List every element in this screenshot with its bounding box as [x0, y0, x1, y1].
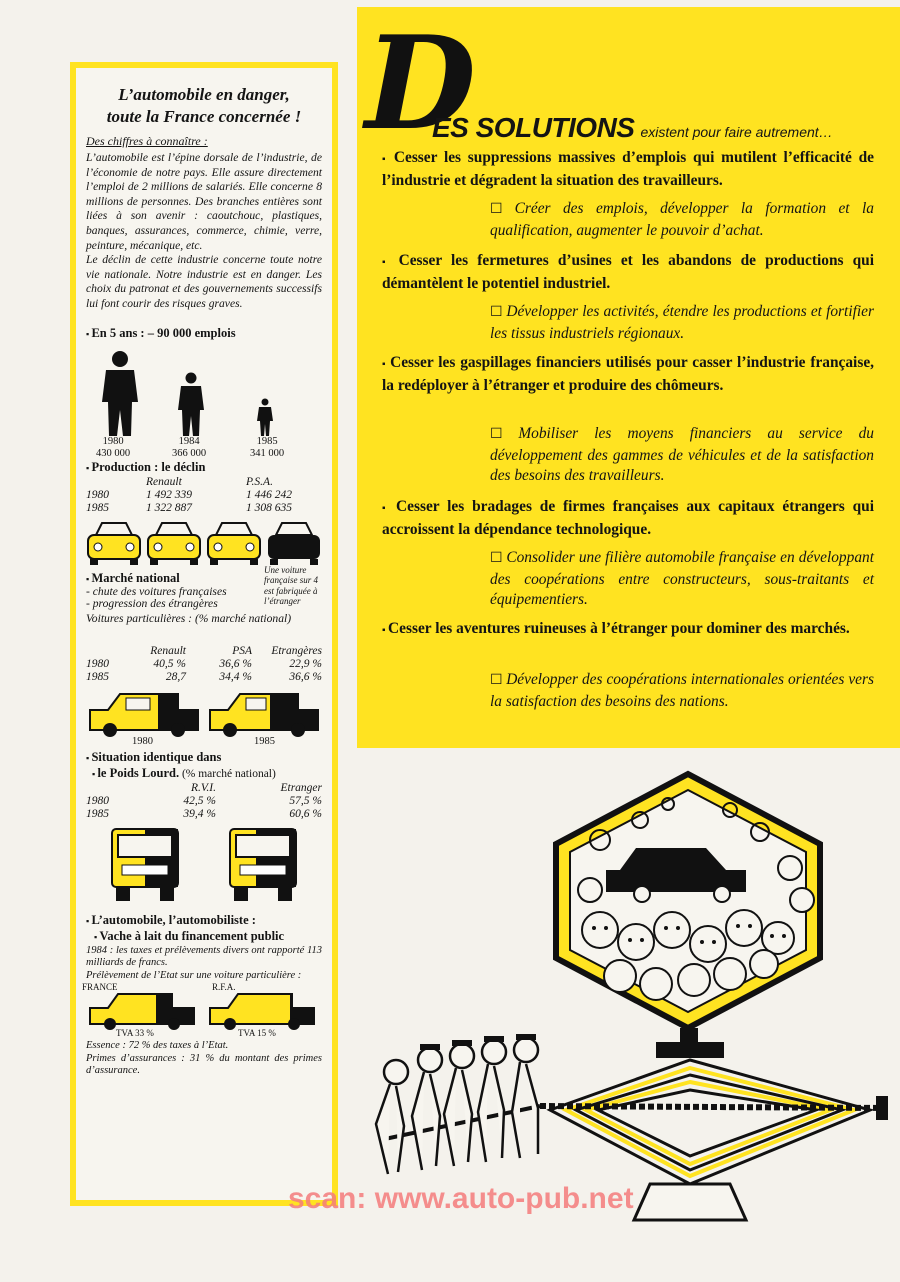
jack-illustration [350, 760, 900, 1235]
poids-heading: ▪ Situation identique dans [86, 750, 322, 766]
cesser-item: ▪ Cesser les aventures ruineuses à l’étranger pour dominer des marchés. [382, 619, 874, 642]
production-table [86, 476, 322, 515]
row-year: 1980 [86, 488, 109, 501]
col-header: P.S.A. [246, 475, 273, 488]
vache-text-3: Essence : 72 % des taxes à l’Etat. [86, 1040, 229, 1052]
table-cell: 60,6 % [289, 807, 322, 820]
truck-front-icon [108, 825, 182, 910]
table-cell: 1 446 242 [246, 488, 292, 501]
solution-item: ☐ Consolider une filière automobile française en développant des coopérations entre constructeurs, sous-traitants et équipementiers. [490, 548, 874, 611]
left-title: L’automobile en danger, toute la France concernée ! [106, 85, 302, 126]
vache-heading-2: ▪ Vache à lait du financement public [86, 929, 322, 945]
tva-label: TVA 33 % [116, 1028, 154, 1039]
emplois-1984: 1984 366 000 [172, 435, 207, 460]
marche-table [86, 645, 322, 684]
vache-heading: ▪ L’automobile, l’automobiliste : [86, 913, 322, 929]
table-cell: 1 492 339 [146, 488, 192, 501]
table-cell: 1 308 635 [246, 501, 292, 514]
solution-item: ☐ Développer les activités, étendre les productions et fortifier les tissus industriels régionaux. [490, 302, 874, 344]
col-header: R.V.I. [190, 781, 216, 794]
worker-figure-icon [100, 350, 140, 436]
row-year: 1980 [86, 657, 109, 670]
row-year: 1985 [86, 501, 109, 514]
table-cell: 36,6 % [219, 657, 252, 670]
table-cell: 57,5 % [289, 794, 322, 807]
scan-watermark: scan: www.auto-pub.net [288, 1182, 634, 1215]
row-year: 1985 [86, 807, 109, 820]
table-cell: 36,6 % [289, 670, 322, 683]
truck-front-icon [226, 825, 300, 910]
table-cell: 28,7 [165, 670, 186, 683]
solutions-headline [432, 112, 833, 144]
car-year-label: 1985 [254, 735, 275, 747]
col-header: Etranger [280, 781, 322, 794]
headline-suffix: existent pour faire autrement… [640, 124, 833, 140]
row-year: 1985 [86, 670, 109, 683]
marche-line3: Voitures particulières : (% marché national) [86, 611, 292, 625]
intro-paragraph-1: L’automobile est l’épine dorsale de l’industrie, de l’économie de notre pays. Elle assure directement l’emploi de 2 millions de salariés. Elle concerne 8 millions de personnes. Des branches entières sont liées à son avenir : caoutchouc, plastiques, banques, assurances, commerce, chimie, verre, peinture, mécanique, etc. [86, 151, 322, 252]
solution-item: ☐ Développer des coopérations internationales orientées vers la satisfaction des besoins des nations. [490, 670, 874, 712]
marche-section [86, 564, 322, 645]
marche-cars [86, 690, 322, 748]
tva-label: TVA 15 % [238, 1028, 276, 1039]
left-content [82, 84, 322, 1078]
car-front-icon [206, 521, 262, 572]
worker-figure-icon [178, 372, 204, 436]
emplois-1980: 1980 430 000 [96, 435, 131, 460]
row-year: 1980 [86, 794, 109, 807]
col-header: Renault [150, 644, 186, 657]
table-cell: 42,5 % [183, 794, 216, 807]
table-cell: 34,4 % [219, 670, 252, 683]
car-country-label: FRANCE [82, 982, 118, 993]
cesser-item: ▪ Cesser les bradages de firmes françaises aux capitaux étrangers qui accroissent la dépendance technologique. [382, 497, 874, 540]
marche-line: - progression des étrangères [86, 597, 218, 611]
car-front-icon [86, 521, 142, 572]
tax-cars [82, 982, 322, 1040]
col-header: Renault [146, 475, 182, 488]
drop-cap: D [365, 9, 476, 159]
col-header: PSA [232, 644, 252, 657]
marche-line: - chute des voitures françaises [86, 584, 227, 598]
table-cell: 40,5 % [153, 657, 186, 670]
car-country-label: R.F.A. [212, 982, 236, 993]
vache-text-4: Primes d’assurances : 31 % du montant des primes d’assurance. [86, 1052, 322, 1077]
emplois-figures [86, 342, 322, 460]
table-cell: 39,4 % [183, 807, 216, 820]
solution-item: ☐ Mobiliser les moyens financiers au service du développement des gammes de véhicules et de la satisfaction des besoins des travailleurs. [490, 424, 874, 487]
table-cell: 1 322 887 [146, 501, 192, 514]
intro-paragraph-2: Le déclin de cette industrie concerne toute notre vie nationale. Notre industrie est en danger. Les choix du patronat et des gouvernements successifs lui font courir des risques graves. [86, 253, 322, 310]
vache-text-1: 1984 : les taxes et prélèvements divers ont rapporté 113 milliards de francs. [86, 944, 322, 969]
marche-heading: ▪ Marché national [86, 571, 180, 587]
table-cell: 22,9 % [289, 657, 322, 670]
emplois-heading: ▪ En 5 ans : – 90 000 emplois [86, 326, 322, 342]
vache-text-2: Prélèvement de l’Etat sur une voiture particulière : [86, 969, 302, 981]
truck-icons [86, 825, 322, 909]
cesser-item: ▪ Cesser les gaspillages financiers utilisés pour casser l’industrie française, la redéployer à l’étranger et produire des chômeurs. [382, 353, 874, 396]
cesser-item: ▪ Cesser les fermetures d’usines et les abandons de productions qui démantèlent le potentiel industriel. [382, 251, 874, 294]
poids-heading-2: ▪ le Poids Lourd. (% marché national) [86, 766, 322, 782]
solution-item: ☐ Créer des emplois, développer la formation et la qualification, augmenter le pouvoir d’achat. [490, 199, 874, 241]
headline-main: ES SOLUTIONS [432, 112, 635, 143]
col-header: Etrangères [271, 644, 322, 657]
production-heading: ▪ Production : le déclin [86, 460, 322, 476]
left-info-column [70, 62, 338, 1206]
car-front-icon [146, 521, 202, 572]
cesser-item: ▪ Cesser les suppressions massives d’emplois qui mutilent l’efficacité de l’industrie et dégradent la situation des travailleurs. [382, 148, 874, 191]
poids-table [86, 782, 322, 821]
production-cars [86, 521, 322, 571]
car-year-label: 1980 [132, 735, 153, 747]
worker-figure-icon [257, 398, 273, 436]
left-subtitle: Des chiffres à connaître : [86, 134, 208, 148]
production-note: Une voiture française sur 4 est fabriquée à l’étranger [264, 564, 318, 607]
emplois-1985: 1985 341 000 [250, 435, 285, 460]
